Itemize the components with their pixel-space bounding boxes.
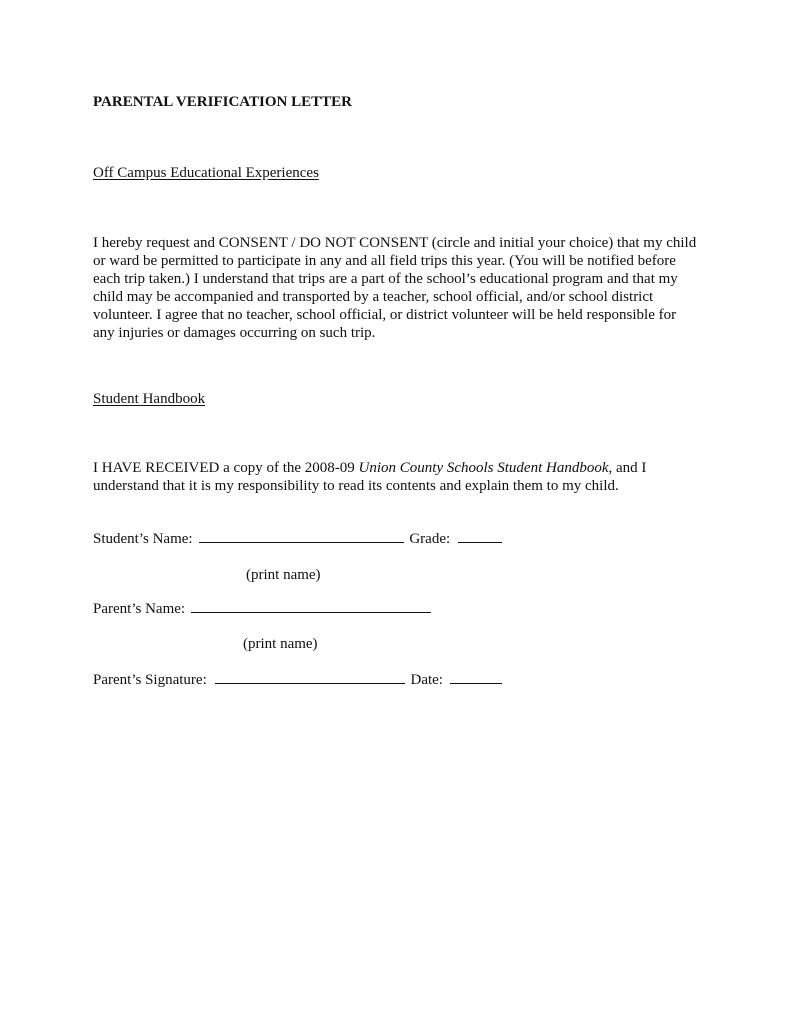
handbook-text-end: , and I [608, 460, 647, 476]
date-label: Date: [410, 672, 443, 688]
consent-line: volunteer. I agree that no teacher, school official, or district volunteer will be held responsible for [93, 307, 677, 323]
consent-line: I hereby request and CONSENT / DO NOT CONSENT (circle and initial your choice) that my child [93, 235, 697, 251]
consent-line: or ward be permitted to participate in any and all field trips this year. (You will be notified before [93, 253, 676, 269]
print-name-note: (print name) [246, 567, 321, 583]
handbook-title: Union County Schools Student Handbook [358, 460, 609, 476]
parent-name-label: Parent’s Name: [93, 601, 186, 617]
signature-label: Parent’s Signature: [93, 672, 207, 688]
handbook-text: I HAVE RECEIVED a copy of the 2008-09 [93, 460, 359, 476]
consent-line: each trip taken.) I understand that trips are a part of the school’s educational program and that my [93, 271, 678, 287]
parent-name-blank[interactable] [191, 600, 431, 613]
parent-name-row [93, 600, 431, 618]
consent-paragraph [93, 234, 696, 342]
consent-line: child may be accompanied and transported by a teacher, school official, and/or school district [93, 289, 654, 305]
page-title: PARENTAL VERIFICATION LETTER [93, 94, 352, 110]
print-name-note: (print name) [243, 636, 318, 652]
date-blank[interactable] [450, 671, 502, 684]
handbook-line: understand that it is my responsibility to read its contents and explain them to my child. [93, 478, 619, 494]
signature-blank[interactable] [215, 671, 405, 684]
signature-row [93, 671, 502, 689]
student-name-label: Student’s Name: [93, 531, 193, 547]
handbook-line [93, 459, 646, 477]
grade-label: Grade: [409, 531, 451, 547]
student-name-row [93, 530, 502, 548]
section-heading-field-trips: Off Campus Educational Experiences [93, 165, 319, 181]
consent-line: any injuries or damages occurring on such trip. [93, 325, 376, 341]
student-name-blank[interactable] [199, 530, 404, 543]
section-heading-handbook: Student Handbook [93, 391, 206, 407]
handbook-paragraph [93, 459, 646, 495]
grade-blank[interactable] [458, 530, 502, 543]
